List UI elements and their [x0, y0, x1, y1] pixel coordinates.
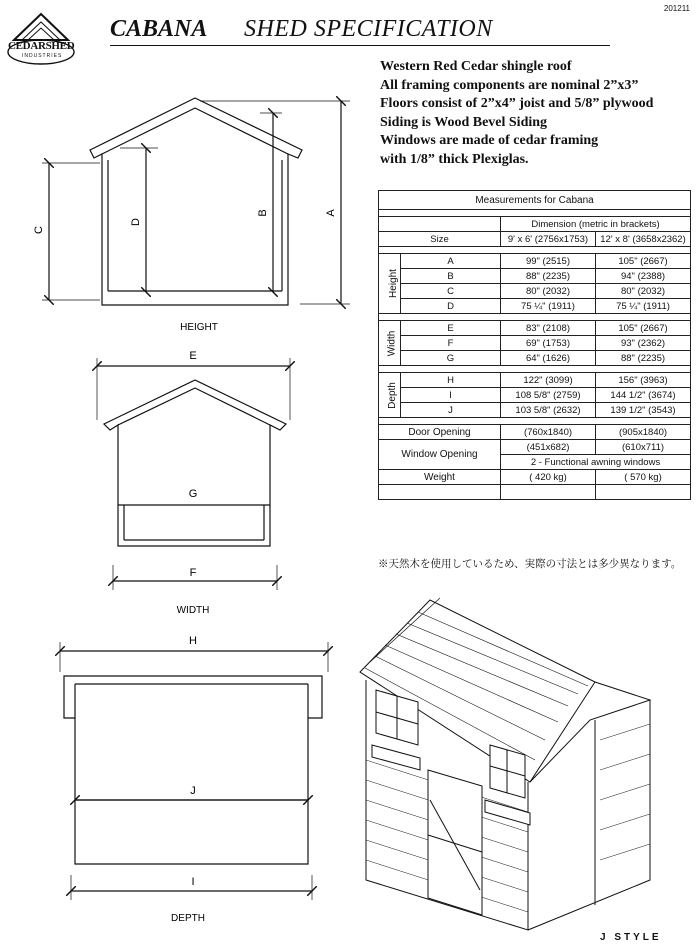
row-value: 122" (3099)	[501, 373, 596, 388]
row-value: 108 5/8" (2759)	[501, 388, 596, 403]
natural-wood-note: ※天然木を使用しているため、実際の寸法とは多少異なります。	[378, 558, 682, 570]
row-label: E	[401, 321, 501, 336]
row-label: G	[401, 351, 501, 366]
group-height: Height	[379, 254, 401, 314]
spec-title: SHED SPECIFICATION	[244, 16, 493, 42]
spec-line: Floors consist of 2”x4” joist and 5/8” plywood	[380, 96, 654, 111]
row-value: 64" (1626)	[501, 351, 596, 366]
spec-line: Western Red Cedar shingle roof	[380, 59, 572, 74]
width-caption: WIDTH	[176, 605, 210, 616]
row-label: A	[401, 254, 501, 269]
row-value: 80" (2032)	[501, 284, 596, 299]
door-value-1: (760x1840)	[501, 425, 596, 440]
row-value: 105" (2667)	[596, 254, 691, 269]
label-d: D	[130, 218, 142, 226]
row-value: 103 5/8" (2632)	[501, 403, 596, 418]
window-value-1: (451x682)	[501, 440, 596, 455]
row-label: J	[401, 403, 501, 418]
row-value: 156" (3963)	[596, 373, 691, 388]
row-value: 94" (2388)	[596, 269, 691, 284]
dimension-header: Dimension (metric in brackets)	[501, 217, 691, 232]
label-g: G	[188, 488, 198, 500]
row-value: 83" (2108)	[501, 321, 596, 336]
label-i: I	[191, 876, 195, 888]
spec-line: All framing components are nominal 2”x3”	[380, 77, 639, 93]
row-value: 93" (2362)	[596, 336, 691, 351]
door-opening-label: Door Opening	[379, 425, 501, 440]
row-label: F	[401, 336, 501, 351]
row-label: I	[401, 388, 501, 403]
logo-subtitle: INDUSTRIES	[22, 53, 63, 59]
label-b: B	[257, 209, 269, 217]
row-value: 75 ¼" (1911)	[596, 299, 691, 314]
row-label: H	[401, 373, 501, 388]
row-value: 80" (2032)	[596, 284, 691, 299]
size-col-2: 12' x 8' (3658x2362)	[596, 232, 691, 247]
row-value: 144 1/2" (3674)	[596, 388, 691, 403]
weight-value-2: ( 570 kg)	[596, 470, 691, 485]
table-title: Measurements for Cabana	[379, 191, 691, 210]
row-value: 75 ¼" (1911)	[501, 299, 596, 314]
row-value: 99" (2515)	[501, 254, 596, 269]
row-label: B	[401, 269, 501, 284]
label-e: E	[189, 350, 197, 362]
window-opening-label: Window Opening	[379, 440, 501, 470]
window-note: 2 - Functional awning windows	[501, 455, 691, 470]
document-number: 201211	[663, 4, 690, 13]
group-depth: Depth	[379, 373, 401, 418]
size-col-1: 9' x 6' (2756x1753)	[501, 232, 596, 247]
depth-caption: DEPTH	[171, 913, 205, 924]
weight-label: Weight	[379, 470, 501, 485]
logo-name: CEDARSHED	[8, 40, 75, 52]
window-value-2: (610x711)	[596, 440, 691, 455]
spec-line: Windows are made of cedar framing	[380, 133, 599, 148]
row-label: C	[401, 284, 501, 299]
group-width: Width	[379, 321, 401, 366]
row-value: 88" (2235)	[596, 351, 691, 366]
row-value: 105" (2667)	[596, 321, 691, 336]
door-value-2: (905x1840)	[596, 425, 691, 440]
row-value: 69" (1753)	[501, 336, 596, 351]
row-value: 139 1/2" (3543)	[596, 403, 691, 418]
spec-line: with 1/8” thick Plexiglas.	[380, 151, 529, 167]
label-j: J	[190, 785, 196, 797]
weight-value-1: ( 420 kg)	[501, 470, 596, 485]
row-label: D	[401, 299, 501, 314]
spec-line: Siding is Wood Bevel Siding	[380, 114, 548, 130]
label-a: A	[325, 209, 337, 217]
row-value: 88" (2235)	[501, 269, 596, 284]
label-c: C	[33, 226, 45, 234]
brand-mark: J STYLE	[600, 932, 662, 943]
height-caption: HEIGHT	[180, 322, 218, 333]
size-label: Size	[379, 232, 501, 247]
model-title: CABANA	[110, 16, 208, 42]
label-f: F	[189, 567, 197, 579]
label-h: H	[189, 635, 197, 647]
